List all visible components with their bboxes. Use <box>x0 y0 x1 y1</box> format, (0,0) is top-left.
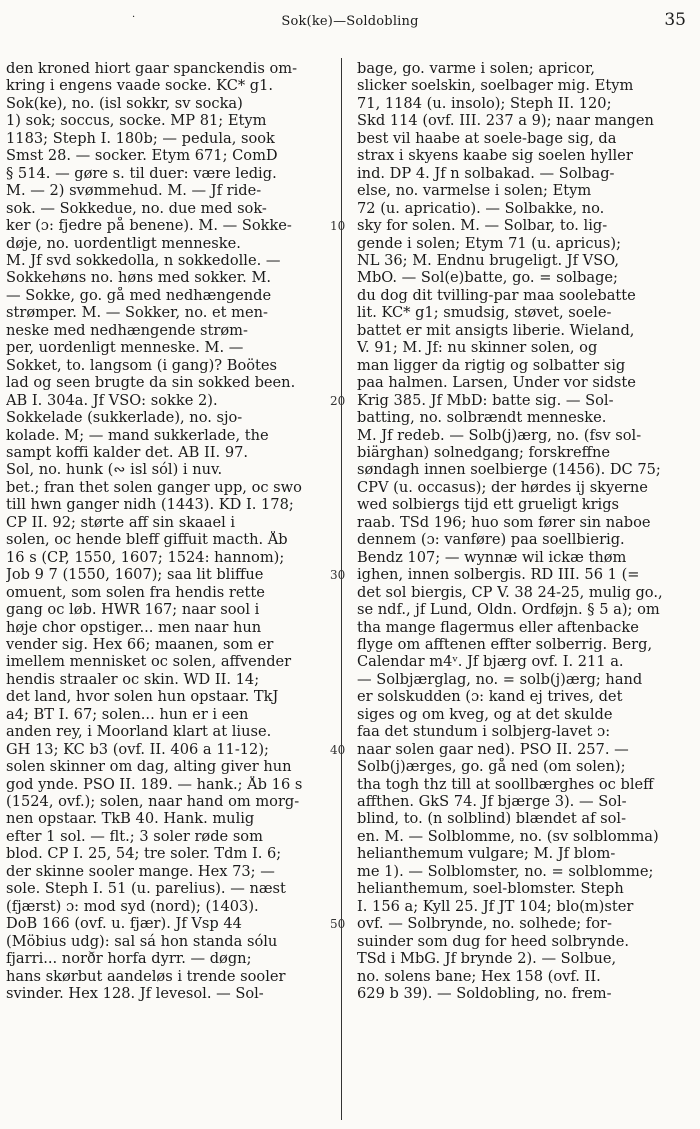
text-line: Sok(ke), no. (isl sokkr, sv socka) <box>6 94 243 112</box>
text-line: no. solens bane; Hex 158 (ovf. II. <box>357 967 601 985</box>
text-line: hendis straaler oc skin. WD II. 14; <box>6 670 260 688</box>
text-line: Bendz 107; — wynnæ wil ickæ thøm <box>357 548 627 566</box>
text-line: sampt koffi kalder det. AB II. 97. <box>6 443 249 461</box>
text-line: blind, to. (n solblind) blændet af sol- <box>357 810 627 828</box>
text-line: 629 b 39). — Soldobling, no. frem- <box>357 985 612 1003</box>
text-line: — Solbjærglag, no. = solb(j)ærg; hand <box>357 670 643 688</box>
line-number: 30 <box>330 568 346 583</box>
text-line: M. Jf svd sokkedolla, n sokkedolle. — <box>6 251 281 269</box>
text-line: anden rey, i Moorland klart at liuse. <box>6 723 272 741</box>
text-line: slicker soelskin, soelbager mig. Etym <box>357 77 634 95</box>
text-line: man ligger da rigtig og solbatter sig <box>357 356 626 374</box>
text-line: ovf. — Solbrynde, no. solhede; for- <box>357 915 612 933</box>
text-line: faa det stundum i solbjerg-lavet ɔ: <box>357 723 611 741</box>
line-number: 20 <box>330 393 346 408</box>
text-line: a4; BT I. 67; solen... hun er i een <box>6 705 249 723</box>
text-line: — Sokke, go. gå med nedhængende <box>6 286 272 304</box>
text-line: § 514. — gøre s. til duer: være ledig. <box>6 164 277 182</box>
text-line: ker (ɔ: fjedre på benene). M. — Sokke- <box>6 217 292 235</box>
decorative-dot: · <box>132 12 136 23</box>
text-line: M. — 2) svømmehud. M. — Jf ride- <box>6 182 262 200</box>
text-line: batting, no. solbrændt menneske. <box>357 409 607 427</box>
text-line: ind. DP 4. Jf n solbakad. — Solbag- <box>357 164 615 182</box>
text-line: strømper. M. — Sokker, no. et men- <box>6 304 268 322</box>
right-column <box>357 60 693 1120</box>
text-line: Solb(j)ærges, go. gå ned (om solen); <box>357 758 626 776</box>
text-line: dennem (ɔ: vanføre) paa soellbierig. <box>357 531 625 549</box>
text-line: solen skinner om dag, alting giver hun <box>6 758 292 776</box>
text-line: Krig 385. Jf MbD: batte sig. — Sol- <box>357 391 614 409</box>
text-line: battet er mit ansigts liberie. Wieland, <box>357 321 635 339</box>
text-line: gende i solen; Etym 71 (u. apricus); <box>357 234 622 252</box>
text-line: best vil haabe at soele-bage sig, da <box>357 129 617 147</box>
text-line: 1) sok; soccus, socke. MP 81; Etym <box>6 112 267 130</box>
text-line: me 1). — Solblomster, no. = solblomme; <box>357 862 654 880</box>
text-line: Sokket, to. langsom (i gang)? Boötes <box>6 356 278 374</box>
text-line: GH 13; KC b3 (ovf. II. 406 a 11-12); <box>6 740 269 758</box>
text-line: naar solen gaar ned). PSO II. 257. — <box>357 740 629 758</box>
text-line: døje, no. uordentligt menneske. <box>6 234 241 252</box>
text-line: efter 1 sol. — flt.; 3 soler røde som <box>6 827 263 845</box>
text-line: MbO. — Sol(e)batte, go. = solbage; <box>357 269 618 287</box>
text-line: solen, oc hende bleff giffuit macth. Åb <box>6 531 288 549</box>
text-line: per, uordenligt menneske. M. — <box>6 339 244 357</box>
text-line: tha togh thz till at soollbærghes oc bleff <box>357 775 654 793</box>
text-line: (Möbius udg): sal sá hon standa sólu <box>6 932 278 950</box>
text-line: lad og seen brugte da sin sokked been. <box>6 374 296 392</box>
column-divider <box>341 58 342 1120</box>
text-line: omuent, som solen fra hendis rette <box>6 583 265 601</box>
text-line: M. Jf redeb. — Solb(j)ærg, no. (fsv sol- <box>357 426 642 444</box>
text-line: en. M. — Solblomme, no. (sv solblomma) <box>357 827 659 845</box>
text-line: nen opstaar. TkB 40. Hank. mulig <box>6 810 255 828</box>
text-line: tha mange flagermus eller aftenbacke <box>357 618 639 636</box>
text-line: søndagh innen soelbierge (1456). DC 75; <box>357 461 661 479</box>
text-line: svinder. Hex 128. Jf levesol. — Sol- <box>6 985 264 1003</box>
text-line: (fjærst) ɔ: mod syd (nord); (1403). <box>6 897 259 915</box>
text-line: NL 36; M. Endnu brugeligt. Jf VSO, <box>357 251 619 269</box>
text-line: hans skørbut aandeløs i trende sooler <box>6 967 286 985</box>
text-line: Sokkehøns no. høns med sokker. M. <box>6 269 272 287</box>
text-line: else, no. varmelse i solen; Etym <box>357 182 592 200</box>
text-line: neske med nedhængende strøm- <box>6 321 248 339</box>
line-number: 10 <box>330 219 346 234</box>
text-line: lit. KC* g1; smudsig, støvet, soele- <box>357 304 612 322</box>
text-line: TSd i MbG. Jf brynde 2). — Solbue, <box>357 950 617 968</box>
text-line: strax i skyens kaabe sig soelen hyller <box>357 147 633 165</box>
text-line: biärghan) solnedgang; forskreffne <box>357 443 611 461</box>
text-line: till hwn ganger nidh (1443). KD I. 178; <box>6 496 294 514</box>
text-line: god ynde. PSO II. 189. — hank.; Åb 16 s <box>6 775 303 793</box>
text-line: 72 (u. apricatio). — Solbakke, no. <box>357 199 605 217</box>
text-line: der skinne sooler mange. Hex 73; — <box>6 862 275 880</box>
text-line: sky for solen. M. — Solbar, to. lig- <box>357 217 608 235</box>
text-line: vender sig. Hex 66; maanen, som er <box>6 635 274 653</box>
text-line: siges og om kveg, og at det skulde <box>357 705 613 723</box>
text-line: Job 9 7 (1550, 1607); saa lit bliffue <box>6 566 264 584</box>
text-line: DoB 166 (ovf. u. fjær). Jf Vsp 44 <box>6 915 242 933</box>
text-line: kolade. M; — mand sukkerlade, the <box>6 426 269 444</box>
page-number: 35 <box>664 10 686 30</box>
text-line: helianthemum, soel-blomster. Steph <box>357 880 624 898</box>
page-header <box>0 10 700 36</box>
text-line: Sokkelade (sukkerlade), no. sjo- <box>6 409 243 427</box>
text-line: fjarri... norðr horfa dyrr. — døgn; <box>6 950 252 968</box>
text-line: flyge om afftenen effter solberrig. Berg, <box>357 635 653 653</box>
text-line: suinder som dug for heed solbrynde. <box>357 932 630 950</box>
text-line: raab. TSd 196; huo som fører sin naboe <box>357 513 651 531</box>
text-line: er solskudden (ɔ: kand ej trives, det <box>357 688 623 706</box>
text-line: I. 156 a; Kyll 25. Jf JT 104; blo(m)ster <box>357 897 634 915</box>
left-column <box>6 60 332 1120</box>
running-title: Sok(ke)—Soldobling <box>281 14 419 29</box>
text-line: sole. Steph I. 51 (u. parelius). — næst <box>6 880 286 898</box>
text-line: du dog dit tvilling-par maa soolebatte <box>357 286 636 304</box>
text-line: Sol, no. hunk (∾ isl sól) i nuv. <box>6 461 223 479</box>
text-line: wed solbiergs tijd ett grueligt krigs <box>357 496 620 514</box>
text-line: helianthemum vulgare; M. Jf blom- <box>357 845 616 863</box>
text-line: CPV (u. occasus); der hørdes ij skyerne <box>357 478 648 496</box>
text-line: V. 91; M. Jf: nu skinner solen, og <box>357 339 598 357</box>
text-line: Calendar m4ᵛ. Jf bjærg ovf. I. 211 a. <box>357 653 624 671</box>
text-line: Skd 114 (ovf. III. 237 a 9); naar mangen <box>357 112 654 130</box>
text-line: Smst 28. — socker. Etym 671; ComD <box>6 147 278 165</box>
text-line: 71, 1184 (u. insolo); Steph II. 120; <box>357 94 612 112</box>
text-line: (1524, ovf.); solen, naar hand om morg- <box>6 793 300 811</box>
line-number: 50 <box>330 917 346 932</box>
line-number: 40 <box>330 742 346 757</box>
text-line: 16 s (CP, 1550, 1607; 1524: hannom); <box>6 548 285 566</box>
text-line: gang oc løb. HWR 167; naar sool i <box>6 601 260 619</box>
text-line: høje chor opstiger... men naar hun <box>6 618 262 636</box>
text-line: imellem mennisket oc solen, affvender <box>6 653 292 671</box>
text-line: AB I. 304a. Jf VSO: sokke 2). <box>6 391 218 409</box>
text-line: CP II. 92; størte aff sin skaael i <box>6 513 236 531</box>
text-line: bage, go. varme i solen; apricor, <box>357 60 595 77</box>
text-line: affthen. GkS 74. Jf bjærge 3). — Sol- <box>357 793 627 811</box>
text-line: sok. — Sokkedue, no. due med sok- <box>6 199 267 217</box>
text-line: paa halmen. Larsen, Under vor sidste <box>357 374 636 392</box>
text-line: ighen, innen solbergis. RD III. 56 1 (= <box>357 566 640 584</box>
text-line: kring i engens vaade socke. KC* g1. <box>6 77 274 95</box>
text-line: den kroned hiort gaar spanckendis om- <box>6 60 298 77</box>
text-line: se ndf., jf Lund, Oldn. Ordføjn. § 5 a); om <box>357 601 660 619</box>
text-line: 1183; Steph I. 180b; — pedula, sook <box>6 129 275 147</box>
text-line: det sol biergis, CP V. 38 24-25, mulig go., <box>357 583 663 601</box>
text-line: blod. CP I. 25, 54; tre soler. Tdm I. 6; <box>6 845 282 863</box>
text-line: det land, hvor solen hun opstaar. TkJ <box>6 688 279 706</box>
text-line: bet.; fran thet solen ganger upp, oc swo <box>6 478 302 496</box>
